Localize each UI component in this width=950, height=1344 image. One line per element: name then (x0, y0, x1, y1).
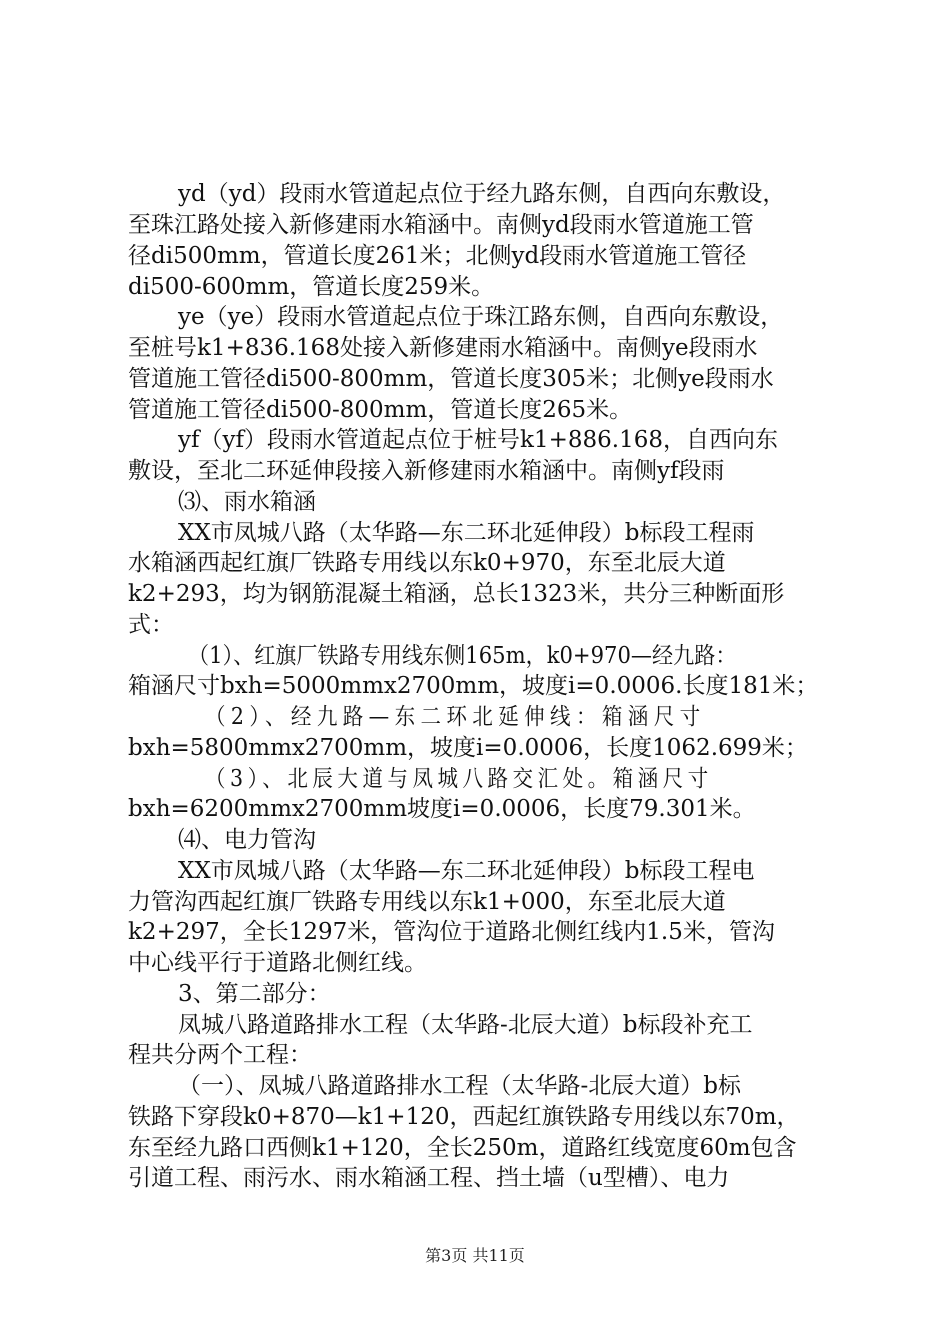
text-line: （1）、红旗厂铁路专用线东侧165m，k0+970—经九路： (188, 643, 737, 669)
text-line: 引道工程、雨污水、雨水箱涵工程、挡土墙（u型槽）、电力 (128, 1165, 730, 1191)
text-line: yd（yd）段雨水管道起点位于经九路东侧，自西向东敷设， (178, 181, 786, 207)
text-line: bxh=6200mmx2700mm坡度i=0.0006，长度79.301米。 (128, 796, 756, 822)
text-line: XX市凤城八路（太华路—东二环北延伸段）b标段工程雨 (178, 520, 755, 546)
text-line: 凤城八路道路排水工程（太华路-北辰大道）b标段补充工 (178, 1012, 753, 1038)
text-line: yf（yf）段雨水管道起点位于桩号k1+886.168，自西向东 (178, 427, 778, 453)
text-line: 东至经九路口西侧k1+120，全长250m，道路红线宽度60m包含 (128, 1135, 797, 1161)
section-heading: 3、第二部分： (178, 981, 331, 1007)
text-line: 力管沟西起红旗厂铁路专用线以东k1+000，东至北辰大道 (128, 889, 726, 915)
text-line: 水箱涵西起红旗厂铁路专用线以东k0+970，东至北辰大道 (128, 550, 726, 576)
section-heading: ⑶、雨水箱涵 (178, 489, 316, 515)
text-line: 式： (128, 612, 174, 638)
text-line: 敷设，至北二环延伸段接入新修建雨水箱涵中。南侧yf段雨 (128, 458, 725, 484)
page-footer: 第3页 共11页 (425, 1246, 525, 1265)
text-line: k2+297，全长1297米，管沟位于道路北侧红线内1.5米，管沟 (128, 919, 775, 945)
text-line: bxh=5800mmx2700mm，坡度i=0.0006，长度1062.699米； (128, 735, 808, 761)
text-line: 铁路下穿段k0+870—k1+120，西起红旗铁路专用线以东70m， (128, 1104, 800, 1130)
text-line: ye（ye）段雨水管道起点位于珠江路东侧，自西向东敷设， (178, 304, 784, 330)
text-line: （3）、北辰大道与凤城八路交汇处。箱涵尺寸 (205, 766, 713, 792)
text-line: 中心线平行于道路北侧红线。 (128, 950, 427, 976)
text-line: 程共分两个工程： (128, 1042, 312, 1068)
text-line: （2）、经九路—东二环北延伸线：箱涵尺寸 (205, 704, 706, 730)
section-heading: ⑷、电力管沟 (178, 827, 316, 853)
text-line: di500-600mm，管道长度259米。 (128, 274, 495, 300)
text-line: XX市凤城八路（太华路—东二环北延伸段）b标段工程电 (178, 858, 755, 884)
text-line: 管道施工管径di500-800mm，管道长度305米；北侧ye段雨水 (128, 366, 774, 392)
text-line: 箱涵尺寸bxh=5000mmx2700mm，坡度i=0.0006.长度181米； (128, 673, 819, 699)
text-line: （一）、凤城八路道路排水工程（太华路-北辰大道）b标 (178, 1073, 741, 1099)
text-line: 管道施工管径di500-800mm，管道长度265米。 (128, 397, 633, 423)
text-line: 至桩号k1+836.168处接入新修建雨水箱涵中。南侧ye段雨水 (128, 335, 758, 361)
text-line: 径di500mm，管道长度261米；北侧yd段雨水管道施工管径 (128, 243, 747, 269)
text-line: k2+293，均为钢筋混凝土箱涵，总长1323米，共分三种断面形 (128, 581, 785, 607)
text-line: 至珠江路处接入新修建雨水箱涵中。南侧yd段雨水管道施工管 (128, 212, 754, 238)
